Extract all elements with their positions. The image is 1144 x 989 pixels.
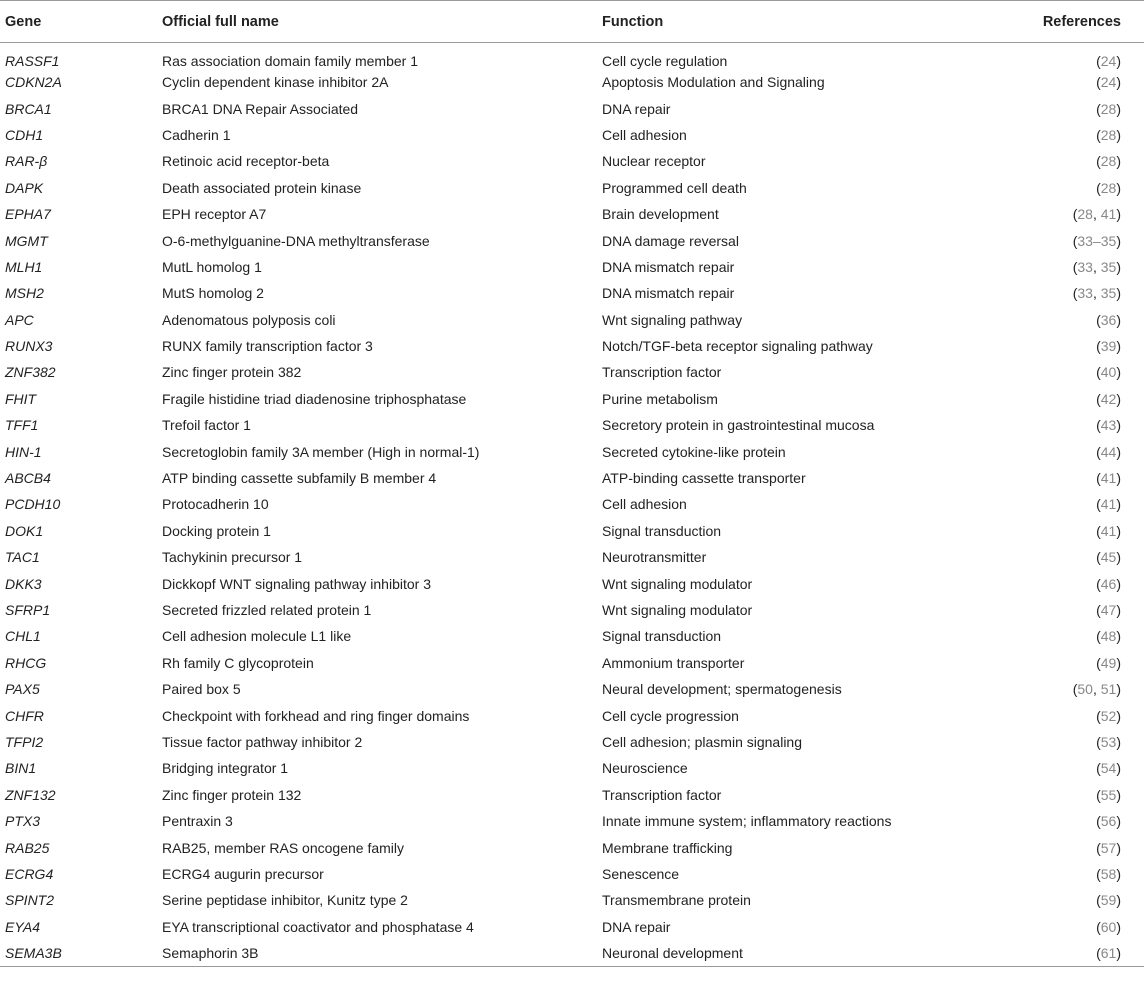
cell-gene: PCDH10 bbox=[5, 496, 61, 513]
ref-paren-close: ) bbox=[1116, 311, 1121, 328]
ref-paren-open: ( bbox=[1096, 813, 1101, 830]
ref-paren-open: ( bbox=[1072, 285, 1078, 302]
ref-paren-close: ) bbox=[1116, 126, 1121, 143]
reference-link[interactable]: 55 bbox=[1100, 786, 1117, 803]
cell-function: DNA repair bbox=[602, 100, 671, 117]
cell-references bbox=[1034, 333, 1144, 359]
cell-references bbox=[1034, 940, 1144, 966]
table-row bbox=[0, 201, 1144, 227]
cell-references bbox=[1034, 755, 1144, 781]
cell-gene: ZNF132 bbox=[5, 786, 56, 803]
ref-paren-open: ( bbox=[1096, 470, 1101, 487]
reference-link[interactable]: 49 bbox=[1100, 654, 1117, 671]
ref-paren-close: ) bbox=[1116, 786, 1121, 803]
cell-references bbox=[1034, 491, 1144, 517]
cell-references bbox=[1034, 438, 1144, 464]
table-row bbox=[0, 702, 1144, 728]
cell-references bbox=[1034, 570, 1144, 596]
cell-function: Apoptosis Modulation and Signaling bbox=[602, 74, 825, 91]
reference-link[interactable]: 24 bbox=[1100, 53, 1117, 69]
cell-function: Cell adhesion bbox=[602, 126, 687, 143]
cell-gene: CHL1 bbox=[5, 628, 41, 645]
reference-link[interactable]: 44 bbox=[1100, 443, 1117, 460]
table-row bbox=[0, 122, 1144, 148]
reference-link[interactable]: 47 bbox=[1100, 602, 1117, 618]
cell-official-full-name: Death associated protein kinase bbox=[162, 179, 362, 196]
ref-paren-open: ( bbox=[1072, 206, 1078, 223]
reference-link[interactable]: 35 bbox=[1100, 285, 1117, 302]
cell-references bbox=[1034, 465, 1144, 491]
cell-official-full-name: ATP binding cassette subfamily B member 4 bbox=[162, 470, 437, 487]
ref-paren-open: ( bbox=[1072, 232, 1078, 249]
cell-official-full-name: Docking protein 1 bbox=[162, 522, 271, 539]
cell-gene: PTX3 bbox=[5, 813, 41, 830]
table-row bbox=[0, 227, 1144, 253]
ref-paren-open: ( bbox=[1096, 575, 1101, 592]
cell-function: Transcription factor bbox=[602, 364, 722, 381]
ref-paren-open: ( bbox=[1096, 522, 1101, 539]
cell-gene: PAX5 bbox=[5, 681, 40, 698]
header-official-full-name: Official full name bbox=[162, 1, 602, 43]
cell-official-full-name: Ras association domain family member 1 bbox=[162, 53, 418, 69]
cell-function: Nuclear receptor bbox=[602, 153, 706, 170]
ref-paren-open: ( bbox=[1072, 258, 1078, 275]
cell-gene: DOK1 bbox=[5, 522, 44, 539]
cell-references bbox=[1034, 834, 1144, 860]
ref-paren-close: ) bbox=[1116, 206, 1121, 223]
ref-paren-close: ) bbox=[1116, 813, 1121, 830]
table-row bbox=[0, 359, 1144, 385]
cell-references bbox=[1034, 122, 1144, 148]
cell-gene: MLH1 bbox=[5, 258, 43, 275]
ref-paren-open: ( bbox=[1096, 654, 1101, 671]
cell-function: Secretory protein in gastrointestinal mucosa bbox=[602, 417, 875, 434]
cell-references bbox=[1034, 359, 1144, 385]
cell-gene: MSH2 bbox=[5, 285, 44, 302]
ref-paren-close: ) bbox=[1116, 258, 1121, 275]
ref-paren-open: ( bbox=[1096, 311, 1101, 328]
table-row bbox=[0, 676, 1144, 702]
cell-official-full-name: Secretoglobin family 3A member (High in normal-1) bbox=[162, 443, 480, 460]
ref-paren-open: ( bbox=[1096, 364, 1101, 381]
table-body bbox=[0, 43, 1144, 967]
reference-link[interactable]: 41 bbox=[1100, 496, 1117, 513]
reference-link[interactable]: 43 bbox=[1100, 417, 1117, 434]
table-row bbox=[0, 623, 1144, 649]
cell-gene: TFPI2 bbox=[5, 733, 44, 750]
cell-function: Neuronal development bbox=[602, 940, 1034, 966]
reference-link[interactable]: 58 bbox=[1100, 865, 1117, 882]
ref-paren-close: ) bbox=[1116, 153, 1121, 170]
ref-paren-open: ( bbox=[1096, 733, 1101, 750]
cell-official-full-name: Bridging integrator 1 bbox=[162, 760, 289, 777]
cell-gene: ECRG4 bbox=[5, 865, 54, 882]
cell-references bbox=[1034, 887, 1144, 913]
reference-link[interactable]: 60 bbox=[1100, 918, 1117, 935]
cell-official-full-name: Zinc finger protein 132 bbox=[162, 786, 302, 803]
cell-official-full-name: Rh family C glycoprotein bbox=[162, 654, 314, 671]
cell-function: Innate immune system; inflammatory reactions bbox=[602, 813, 892, 830]
cell-gene: DKK3 bbox=[5, 575, 42, 592]
reference-link[interactable]: 54 bbox=[1100, 760, 1117, 777]
cell-official-full-name: Cyclin dependent kinase inhibitor 2A bbox=[162, 74, 389, 91]
cell-function: Transcription factor bbox=[602, 786, 722, 803]
cell-function: DNA mismatch repair bbox=[602, 285, 735, 302]
cell-references bbox=[1034, 43, 1144, 70]
cell-official-full-name: RUNX family transcription factor 3 bbox=[162, 338, 373, 355]
cell-official-full-name: Checkpoint with forkhead and ring finger domains bbox=[162, 707, 470, 724]
ref-paren-close: ) bbox=[1116, 100, 1121, 117]
cell-references bbox=[1034, 201, 1144, 227]
ref-paren-close: ) bbox=[1116, 865, 1121, 882]
ref-paren-open: ( bbox=[1096, 53, 1101, 69]
cell-function: Wnt signaling modulator bbox=[602, 575, 753, 592]
table-row bbox=[0, 386, 1144, 412]
table-row bbox=[0, 333, 1144, 359]
cell-function: Secreted cytokine-like protein bbox=[602, 443, 786, 460]
cell-official-full-name: MutS homolog 2 bbox=[162, 285, 264, 302]
cell-references bbox=[1034, 69, 1144, 95]
ref-paren-close: ) bbox=[1116, 628, 1121, 645]
ref-paren-close: ) bbox=[1116, 733, 1121, 750]
cell-references bbox=[1034, 148, 1144, 174]
cell-function: Neurotransmitter bbox=[602, 549, 707, 566]
table-row bbox=[0, 518, 1144, 544]
cell-official-full-name: ECRG4 augurin precursor bbox=[162, 865, 324, 882]
table-row bbox=[0, 650, 1144, 676]
cell-official-full-name: EPH receptor A7 bbox=[162, 206, 267, 223]
ref-paren-close: ) bbox=[1116, 417, 1121, 434]
cell-gene: DAPK bbox=[5, 179, 44, 196]
cell-gene: TFF1 bbox=[5, 417, 39, 434]
reference-link[interactable]: 33 bbox=[1077, 285, 1093, 302]
ref-paren-open: ( bbox=[1072, 681, 1078, 698]
reference-link[interactable]: 28 bbox=[1100, 179, 1117, 196]
reference-link[interactable]: 42 bbox=[1100, 390, 1117, 407]
reference-link[interactable]: 53 bbox=[1100, 733, 1117, 750]
ref-paren-open: ( bbox=[1096, 390, 1101, 407]
ref-paren-open: ( bbox=[1096, 602, 1101, 618]
cell-function: Membrane trafficking bbox=[602, 839, 733, 856]
cell-gene: RUNX3 bbox=[5, 338, 53, 355]
cell-official-full-name: Zinc finger protein 382 bbox=[162, 364, 302, 381]
ref-paren-close: ) bbox=[1116, 892, 1121, 909]
ref-separator: , bbox=[1092, 258, 1101, 275]
cell-references bbox=[1034, 307, 1144, 333]
cell-function: Programmed cell death bbox=[602, 179, 747, 196]
ref-paren-open: ( bbox=[1096, 443, 1101, 460]
ref-separator: , bbox=[1092, 681, 1101, 698]
cell-references bbox=[1034, 518, 1144, 544]
cell-function: DNA damage reversal bbox=[602, 232, 739, 249]
cell-gene: RAB25 bbox=[5, 839, 50, 856]
table-row bbox=[0, 412, 1144, 438]
table-row bbox=[0, 887, 1144, 913]
table-row bbox=[0, 914, 1144, 940]
cell-official-full-name: Cell adhesion molecule L1 like bbox=[162, 628, 352, 645]
table-row bbox=[0, 175, 1144, 201]
table-row bbox=[0, 280, 1144, 306]
ref-paren-open: ( bbox=[1096, 786, 1101, 803]
reference-link[interactable]: 50 bbox=[1077, 681, 1093, 698]
ref-paren-close: ) bbox=[1116, 232, 1121, 249]
ref-paren-close: ) bbox=[1116, 338, 1121, 355]
reference-link[interactable]: 39 bbox=[1100, 338, 1117, 355]
cell-references bbox=[1034, 544, 1144, 570]
reference-link[interactable]: 61 bbox=[1100, 944, 1117, 961]
reference-link[interactable]: 41 bbox=[1100, 522, 1117, 539]
ref-paren-open: ( bbox=[1096, 760, 1101, 777]
cell-official-full-name: Fragile histidine triad diadenosine triphosphatase bbox=[162, 390, 467, 407]
ref-paren-close: ) bbox=[1116, 470, 1121, 487]
table-row bbox=[0, 782, 1144, 808]
reference-link[interactable]: 51 bbox=[1100, 681, 1117, 698]
ref-paren-close: ) bbox=[1116, 944, 1121, 961]
ref-paren-open: ( bbox=[1096, 338, 1101, 355]
reference-link[interactable]: 56 bbox=[1100, 813, 1117, 830]
cell-function: ATP-binding cassette transporter bbox=[602, 470, 806, 487]
table-row bbox=[0, 597, 1144, 623]
reference-link[interactable]: 28 bbox=[1077, 206, 1093, 223]
cell-gene: TAC1 bbox=[5, 549, 40, 566]
reference-link[interactable]: 33–35 bbox=[1077, 232, 1117, 249]
table-row bbox=[0, 491, 1144, 517]
cell-function: Signal transduction bbox=[602, 522, 722, 539]
reference-link[interactable]: 52 bbox=[1100, 707, 1117, 724]
cell-references bbox=[1034, 808, 1144, 834]
cell-gene: MGMT bbox=[5, 232, 48, 249]
table-header bbox=[0, 1, 1144, 43]
cell-official-full-name: Semaphorin 3B bbox=[162, 940, 602, 966]
cell-function: Signal transduction bbox=[602, 628, 722, 645]
ref-paren-open: ( bbox=[1096, 628, 1101, 645]
ref-paren-open: ( bbox=[1096, 100, 1101, 117]
table-row bbox=[0, 861, 1144, 887]
cell-gene: RASSF1 bbox=[5, 53, 60, 69]
reference-link[interactable]: 24 bbox=[1100, 74, 1117, 91]
cell-official-full-name: O-6-methylguanine-DNA methyltransferase bbox=[162, 232, 430, 249]
ref-paren-close: ) bbox=[1116, 760, 1121, 777]
cell-function: Neural development; spermatogenesis bbox=[602, 681, 842, 698]
reference-link[interactable]: 33 bbox=[1077, 258, 1093, 275]
ref-paren-close: ) bbox=[1116, 74, 1121, 91]
cell-official-full-name: Protocadherin 10 bbox=[162, 496, 269, 513]
ref-paren-close: ) bbox=[1116, 522, 1121, 539]
cell-official-full-name: Trefoil factor 1 bbox=[162, 417, 251, 434]
ref-paren-open: ( bbox=[1096, 417, 1101, 434]
table-row bbox=[0, 438, 1144, 464]
ref-paren-open: ( bbox=[1096, 549, 1101, 566]
cell-function: Ammonium transporter bbox=[602, 654, 745, 671]
header-gene: Gene bbox=[0, 1, 162, 43]
reference-link[interactable]: 59 bbox=[1100, 892, 1117, 909]
ref-paren-close: ) bbox=[1116, 549, 1121, 566]
ref-paren-close: ) bbox=[1116, 918, 1121, 935]
cell-gene: HIN-1 bbox=[5, 443, 42, 460]
cell-function: Senescence bbox=[602, 865, 680, 882]
cell-function: Wnt signaling pathway bbox=[602, 311, 743, 328]
cell-references bbox=[1034, 386, 1144, 412]
table-row bbox=[0, 544, 1144, 570]
header-references: References bbox=[1034, 1, 1144, 43]
table-row bbox=[0, 43, 1144, 70]
cell-official-full-name: Paired box 5 bbox=[162, 681, 241, 698]
cell-gene: EYA4 bbox=[5, 918, 41, 935]
cell-references bbox=[1034, 95, 1144, 121]
reference-link[interactable]: 40 bbox=[1100, 364, 1117, 381]
cell-references bbox=[1034, 676, 1144, 702]
table-row bbox=[0, 570, 1144, 596]
ref-paren-close: ) bbox=[1116, 285, 1121, 302]
cell-official-full-name: Secreted frizzled related protein 1 bbox=[162, 602, 372, 618]
cell-references bbox=[1034, 782, 1144, 808]
ref-paren-open: ( bbox=[1096, 918, 1101, 935]
cell-function: Cell cycle progression bbox=[602, 707, 739, 724]
cell-references bbox=[1034, 729, 1144, 755]
table-row bbox=[0, 940, 1144, 966]
cell-function: Brain development bbox=[602, 206, 719, 223]
cell-function: Neuroscience bbox=[602, 760, 688, 777]
ref-paren-open: ( bbox=[1096, 126, 1101, 143]
table-row bbox=[0, 808, 1144, 834]
table-row bbox=[0, 729, 1144, 755]
cell-gene: ZNF382 bbox=[5, 364, 56, 381]
table-row bbox=[0, 755, 1144, 781]
cell-official-full-name: Pentraxin 3 bbox=[162, 813, 233, 830]
ref-paren-open: ( bbox=[1096, 74, 1101, 91]
reference-link[interactable]: 46 bbox=[1100, 575, 1117, 592]
ref-paren-close: ) bbox=[1116, 839, 1121, 856]
ref-paren-open: ( bbox=[1096, 153, 1101, 170]
cell-gene: BRCA1 bbox=[5, 100, 52, 117]
ref-paren-close: ) bbox=[1116, 179, 1121, 196]
cell-gene: FHIT bbox=[5, 390, 37, 407]
table-row bbox=[0, 834, 1144, 860]
cell-references bbox=[1034, 280, 1144, 306]
cell-official-full-name: Tissue factor pathway inhibitor 2 bbox=[162, 733, 363, 750]
cell-function: Cell adhesion bbox=[602, 496, 687, 513]
cell-references bbox=[1034, 597, 1144, 623]
cell-gene: SFRP1 bbox=[5, 602, 51, 618]
cell-references bbox=[1034, 412, 1144, 438]
cell-gene: CDKN2A bbox=[5, 74, 62, 91]
ref-paren-open: ( bbox=[1096, 179, 1101, 196]
cell-function: Wnt signaling modulator bbox=[602, 602, 753, 618]
cell-gene: SEMA3B bbox=[0, 940, 162, 966]
cell-official-full-name: Serine peptidase inhibitor, Kunitz type 2 bbox=[162, 892, 408, 909]
cell-references bbox=[1034, 254, 1144, 280]
cell-gene: CHFR bbox=[5, 707, 44, 724]
cell-function: DNA repair bbox=[602, 918, 671, 935]
reference-link[interactable]: 41 bbox=[1100, 470, 1117, 487]
cell-gene: RHCG bbox=[5, 654, 47, 671]
ref-paren-close: ) bbox=[1116, 575, 1121, 592]
ref-paren-close: ) bbox=[1116, 364, 1121, 381]
cell-references bbox=[1034, 227, 1144, 253]
cell-official-full-name: BRCA1 DNA Repair Associated bbox=[162, 100, 359, 117]
ref-paren-close: ) bbox=[1116, 654, 1121, 671]
reference-link[interactable]: 28 bbox=[1100, 126, 1117, 143]
ref-paren-close: ) bbox=[1116, 681, 1121, 698]
table-row bbox=[0, 69, 1144, 95]
header-function: Function bbox=[602, 1, 1034, 43]
cell-function: Purine metabolism bbox=[602, 390, 718, 407]
cell-function: Transmembrane protein bbox=[602, 892, 751, 909]
ref-paren-close: ) bbox=[1116, 53, 1121, 69]
reference-link[interactable]: 28 bbox=[1100, 153, 1117, 170]
cell-gene: APC bbox=[5, 311, 34, 328]
cell-official-full-name: Adenomatous polyposis coli bbox=[162, 311, 336, 328]
cell-function: Cell cycle regulation bbox=[602, 53, 728, 69]
cell-gene: BIN1 bbox=[5, 760, 37, 777]
reference-link[interactable]: 28 bbox=[1100, 100, 1117, 117]
cell-function: Cell adhesion; plasmin signaling bbox=[602, 733, 803, 750]
reference-link[interactable]: 45 bbox=[1100, 549, 1117, 566]
ref-separator: , bbox=[1092, 206, 1101, 223]
ref-paren-open: ( bbox=[1096, 496, 1101, 513]
table-row bbox=[0, 307, 1144, 333]
reference-link[interactable]: 35 bbox=[1100, 258, 1117, 275]
ref-paren-open: ( bbox=[1096, 892, 1101, 909]
cell-references bbox=[1034, 702, 1144, 728]
cell-official-full-name: Tachykinin precursor 1 bbox=[162, 549, 303, 566]
ref-separator: , bbox=[1092, 285, 1101, 302]
reference-link[interactable]: 41 bbox=[1100, 206, 1117, 223]
table-row bbox=[0, 95, 1144, 121]
cell-references bbox=[1034, 650, 1144, 676]
cell-official-full-name: Cadherin 1 bbox=[162, 126, 231, 143]
cell-gene: SPINT2 bbox=[5, 892, 55, 909]
cell-function: DNA mismatch repair bbox=[602, 258, 735, 275]
cell-references bbox=[1034, 861, 1144, 887]
ref-paren-open: ( bbox=[1096, 707, 1101, 724]
ref-paren-open: ( bbox=[1096, 944, 1101, 961]
ref-paren-open: ( bbox=[1096, 865, 1101, 882]
ref-paren-close: ) bbox=[1116, 496, 1121, 513]
cell-official-full-name: Retinoic acid receptor-beta bbox=[162, 153, 330, 170]
table-row bbox=[0, 465, 1144, 491]
ref-paren-close: ) bbox=[1116, 443, 1121, 460]
cell-official-full-name: EYA transcriptional coactivator and phosphatase 4 bbox=[162, 918, 474, 935]
table-row bbox=[0, 254, 1144, 280]
ref-paren-close: ) bbox=[1116, 390, 1121, 407]
cell-function: Notch/TGF-beta receptor signaling pathway bbox=[602, 338, 873, 355]
cell-official-full-name: RAB25, member RAS oncogene family bbox=[162, 839, 404, 856]
cell-official-full-name: MutL homolog 1 bbox=[162, 258, 262, 275]
cell-references bbox=[1034, 914, 1144, 940]
cell-references bbox=[1034, 175, 1144, 201]
cell-official-full-name: Dickkopf WNT signaling pathway inhibitor 3 bbox=[162, 575, 431, 592]
cell-gene: CDH1 bbox=[5, 126, 44, 143]
ref-paren-open: ( bbox=[1096, 839, 1101, 856]
reference-link[interactable]: 36 bbox=[1100, 311, 1117, 328]
ref-paren-close: ) bbox=[1116, 602, 1121, 618]
cell-gene: RAR-β bbox=[5, 153, 48, 170]
cell-references bbox=[1034, 623, 1144, 649]
header-row bbox=[0, 1, 1144, 43]
cell-gene: EPHA7 bbox=[5, 206, 51, 223]
reference-link[interactable]: 48 bbox=[1100, 628, 1117, 645]
reference-link[interactable]: 57 bbox=[1100, 839, 1117, 856]
cell-gene: ABCB4 bbox=[5, 470, 51, 487]
ref-paren-close: ) bbox=[1116, 707, 1121, 724]
table-row bbox=[0, 148, 1144, 174]
